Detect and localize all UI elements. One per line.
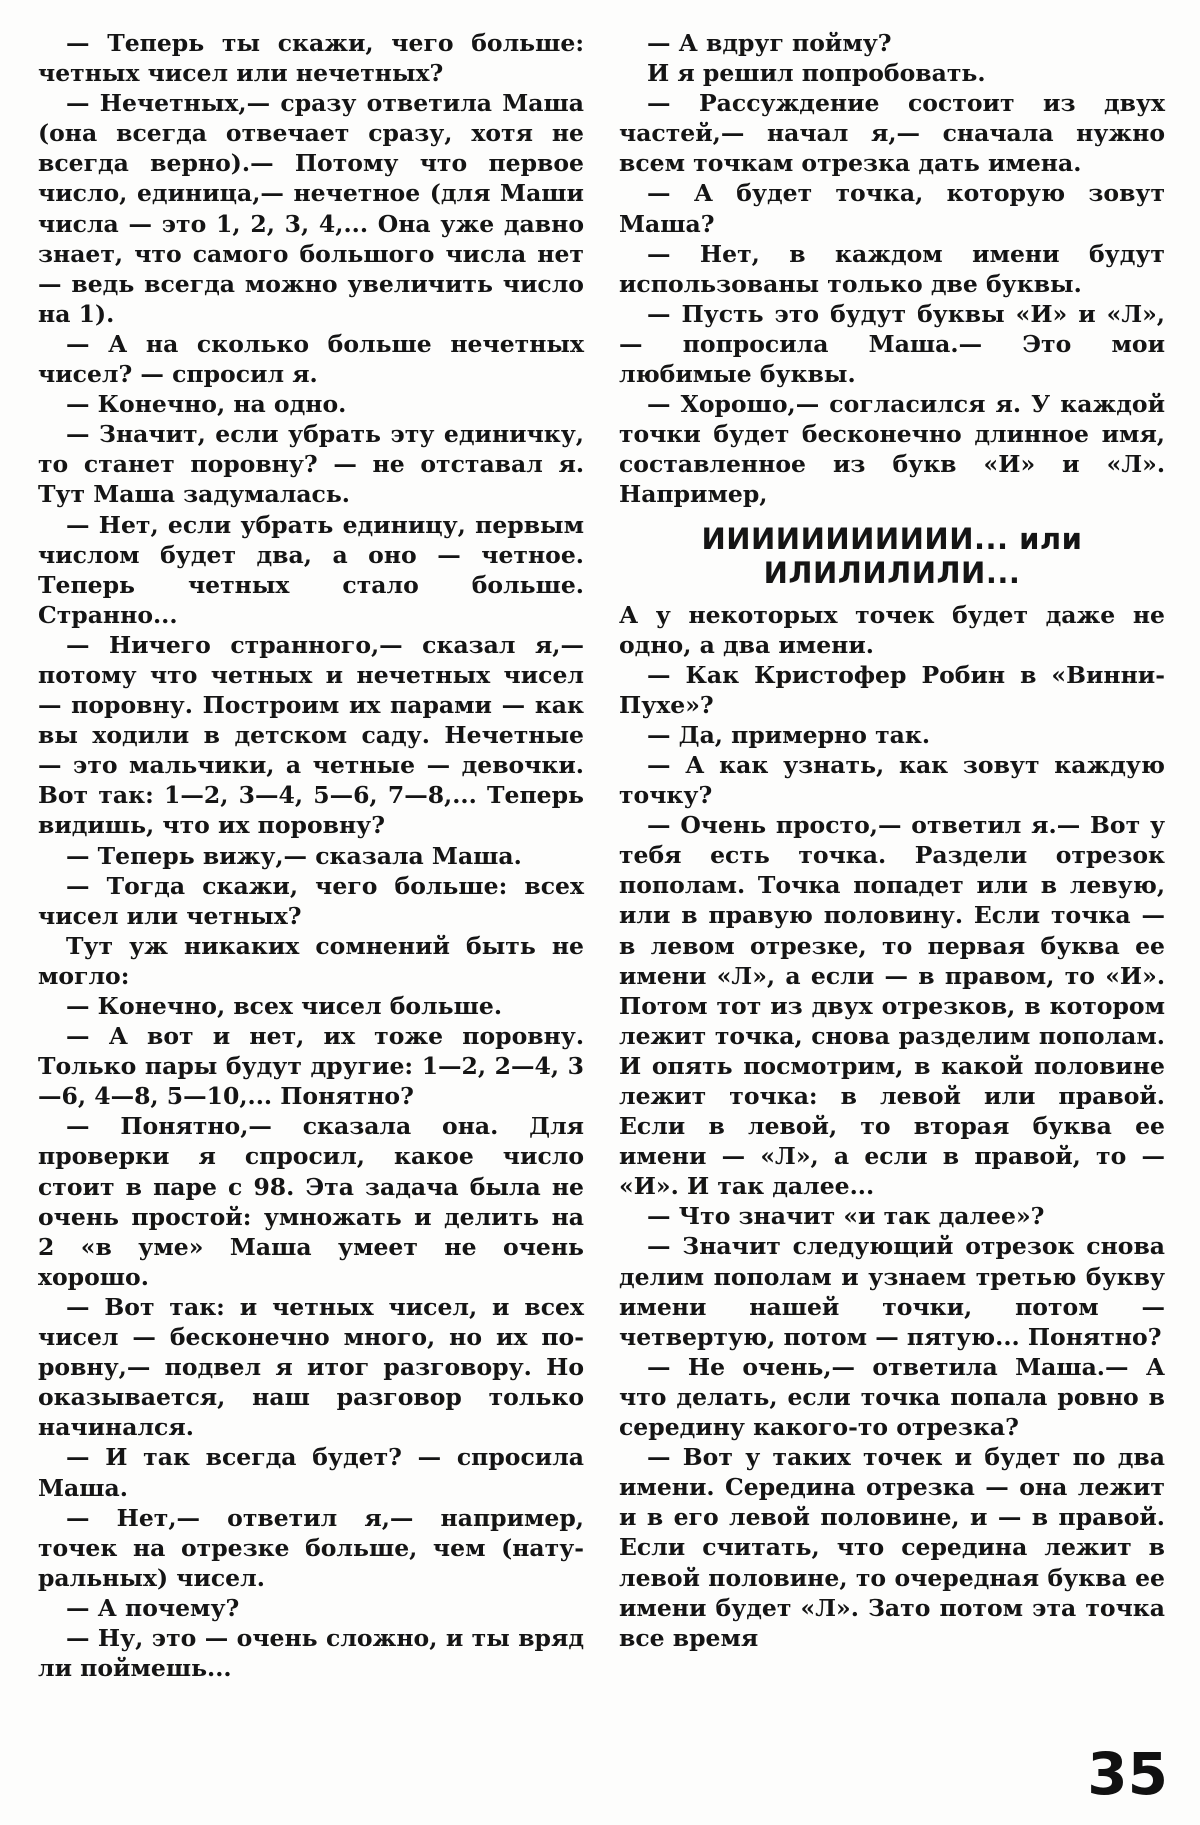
paragraph: — Конечно, на одно. (66, 390, 347, 419)
paragraph: — Значит, если убрать эту единичку, то станет поровну? — не отставал я. Тут Маша задумалась. (38, 420, 584, 509)
paragraph: — Вот у таких точек и будет по два имени. Середина отрезка — она лежит и в его левой половине, и — в правой. Если считать, что середина лежит в левой половине, то очередная буква ее имени будет «Л». Зато потом эта точка все время (619, 1443, 1165, 1652)
left-text-column (38, 28, 584, 1683)
paragraph: — А вдруг пойму? (647, 29, 892, 57)
paragraph: А у некоторых точек будет даже не одно, а два имени. (619, 600, 1165, 659)
paragraph: — Хорошо,— согласился я. У каждой точки будет бесконечно длинное имя, составленное из букв «И» и «Л». Например, (619, 390, 1165, 509)
paragraph: — Понятно,— сказала она. Для проверки я спросил, какое число стоит в паре с 98. Эта задача была не очень простой: умножать и делить на 2 «в уме» Маша умеет не очень хорошо. (38, 1112, 584, 1291)
paragraph: — Как Кристофер Робин в «Винни-Пухе»? (619, 660, 1165, 719)
paragraph: — Ну, это — очень сложно, и ты вряд ли поймешь... (38, 1623, 584, 1683)
paragraph: — Да, примерно так. (647, 720, 931, 749)
paragraph: — А как узнать, как зовут каждую точку? (619, 750, 1165, 810)
heading-line-1: ИИИИИИИИИИИ... или (701, 521, 1083, 556)
paragraph: — Конечно, всех чисел больше. (66, 992, 503, 1020)
heading-line-2: ИЛИЛИЛИЛИ... (763, 555, 1021, 590)
right-text-column (619, 28, 1165, 1653)
paragraph: — Вот так: и четных чисел, и всех чисел — бесконечно много, но их поровну,— подвел я итог разговору. Но оказывается, наш разговор только начинался. (38, 1292, 584, 1442)
paragraph: — Очень просто,— ответил я.— Вот у тебя есть точка. Раздели отрезок пополам. Точка попадет или в левую, или в правую половину. Если точка — в левом отрезке, то первая буква ее имени «Л», а если — в правом, то «И». Потом тот из двух отрезков, в котором лежит точка, снова разделим пополам. И опять посмотрим, в какой половине лежит точка: в левой или правой. Если в левой, то вторая буква ее имени — «Л», а если в правой, то — «И». И так далее... (619, 811, 1165, 1201)
paragraph: — Теперь ты скажи, чего больше: четных чисел или нечетных? (38, 29, 584, 88)
paragraph: — Теперь вижу,— сказала Маша. (66, 841, 522, 870)
paragraph: — А на сколько больше нечетных чисел? — спросил я. (38, 329, 584, 389)
example-names-heading (619, 522, 1165, 590)
paragraph: — Ничего странного,— сказал я,— потому что четных и нечетных чисел — поровну. Построим их парами — как вы ходили в детском саду. Нечетные — это мальчики, а четные — девочки. Вот так: 1—2, 3—4, 5—6, 7—8,... Теперь видишь, что их поровну? (38, 630, 584, 840)
paragraph: — Нет,— ответил я,— например, точек на отрезке больше, чем (натуральных) чисел. (38, 1503, 584, 1592)
paragraph: — Рассуждение состоит из двух частей,— начал я,— сначала нужно всем точкам отрезка дать имена. (619, 89, 1165, 178)
paragraph: — Нечетных,— сразу ответила Маша (она всегда отвечает сразу, хотя не всегда верно).— Потому что первое число, единица,— нечетное (для Маши числа — это 1, 2, 3, 4,... Она уже давно знает, что самого большого числа нет — ведь всегда можно увеличить число на 1). (38, 89, 584, 328)
paragraph: — И так всегда будет? — спросила Маша. (38, 1443, 584, 1502)
paragraph: — А будет точка, которую зовут Маша? (619, 179, 1165, 238)
paragraph: — А почему? (66, 1593, 240, 1622)
paragraph: — Тогда скажи, чего больше: всех чисел или четных? (38, 871, 584, 930)
paragraph: — Нет, в каждом имени будут использованы только две буквы. (619, 239, 1165, 298)
paragraph: — А вот и нет, их тоже поровну. Только пары будут другие: 1—2, 2—4, 3—6, 4—8, 5—10,... Понятно? (38, 1022, 584, 1111)
paragraph: Тут уж никаких сомнений быть не могло: (38, 931, 584, 990)
paragraph: — Пусть это будут буквы «И» и «Л»,— попросила Маша.— Это мои любимые буквы. (619, 299, 1165, 389)
paragraph: И я решил попробовать. (647, 59, 986, 88)
paragraph: — Значит следующий отрезок снова делим пополам и узнаем третью букву имени нашей точки, потом — четвертую, потом — пятую... Понятно? (619, 1232, 1165, 1351)
paragraph: — Нет, если убрать единицу, первым числом будет два, а оно — четное. Теперь четных стало больше. Странно... (38, 510, 584, 629)
page-number: 35 (1087, 1740, 1168, 1808)
paragraph: — Что значит «и так далее»? (647, 1202, 1045, 1231)
paragraph: — Не очень,— ответила Маша.— А что делать, если точка попала ровно в середину какого-то отрезка? (619, 1352, 1165, 1442)
